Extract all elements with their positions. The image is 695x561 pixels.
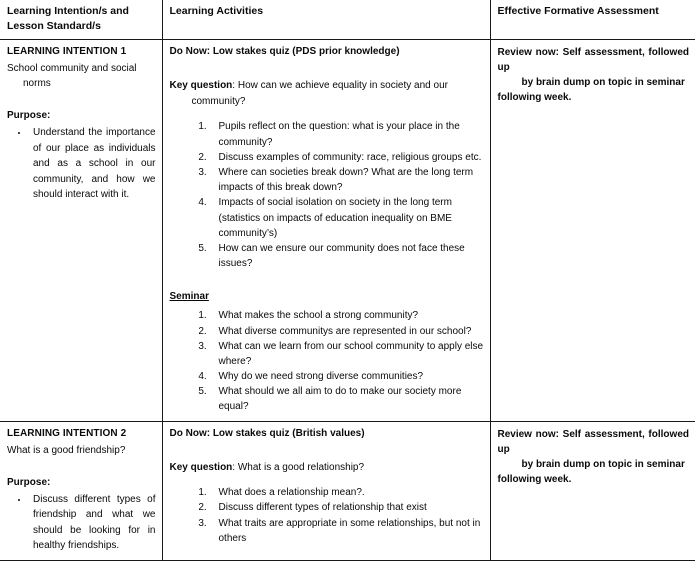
table-row [0,421,695,560]
list-item: 3. Where can societies break down? What are the long term impacts of this break down? [210,165,484,195]
list-item: 4. Why do we need strong diverse communities? [210,369,484,384]
key-question [170,78,484,109]
list-item: 3. What traits are appropriate in some relationships, but not in others [210,516,484,546]
key-question-label: Key question [169,461,233,473]
assessment-line2: by brain dump on topic in seminar [521,458,685,470]
key-question-label: Key question [169,80,233,92]
key-question-line2: community? [191,95,246,107]
key-question-line1: : How can we achieve equality in society and our [232,80,448,92]
key-question [170,460,484,476]
learning-intention-subtitle-line2: norms [23,78,51,90]
assessment-text [498,45,690,105]
cell-assessment-1 [490,40,695,421]
list-item: • Understand the importance of our place as individuals and as a school in our community, and how we should interact with it. [29,125,156,203]
list-item: 2. Discuss examples of community: race, religious groups etc. [210,150,484,165]
table-header-row [0,0,695,40]
learning-intention-title: LEARNING INTENTION 2 [7,427,127,439]
list-item: 5. How can we ensure our community does not face these issues? [210,241,484,271]
cell-learning-activities-2 [162,421,490,560]
assessment-text [498,427,690,487]
assessment-line1: Review now: Self assessment, followed up [497,47,689,74]
learning-intention-subtitle-line1: What is a good friendship? [7,444,126,456]
list-item: • Discuss different types of friendship and what we should be looking for in healthy friendships. [29,492,156,554]
column-header-effective-formative-assessment: Effective Formative Assessment [490,0,695,40]
column-header-learning-intention [0,0,162,40]
column-header-learning-activities: Learning Activities [162,0,490,40]
seminar-heading: Seminar [169,291,209,303]
cell-assessment-2 [490,421,695,560]
list-item: 2. What diverse communitys are represented in our school? [210,324,484,339]
list-item: 1. What makes the school a strong community? [210,308,484,323]
list-item: 1. Pupils reflect on the question: what is your place in the community? [210,119,484,149]
column-header-line1: Learning Intention/s and [7,5,129,17]
purpose-list [7,125,156,203]
column-header-line2: Lesson Standard/s [7,20,101,33]
list-item: 2. Discuss different types of relationship that exist [210,500,484,515]
main-activity-list [170,119,484,271]
cell-learning-activities-1 [162,40,490,421]
learning-intention-subtitle [7,443,156,458]
key-question-line1: : What is a good relationship? [232,461,365,473]
cell-learning-intention-1 [0,40,162,421]
purpose-list [7,492,156,554]
list-item: 1. What does a relationship mean?. [210,485,484,500]
do-now-heading: Do Now: Low stakes quiz (PDS prior knowledge) [169,46,400,58]
do-now-heading: Do Now: Low stakes quiz (British values) [169,427,365,439]
list-item: 4. Impacts of social isolation on society in the long term (statistics on impacts of education inequality on BME community’s) [210,195,484,241]
list-item: 3. What can we learn from our school community to apply else where? [210,339,484,369]
cell-learning-intention-2 [0,421,162,560]
assessment-line2: by brain dump on topic in seminar [521,77,685,89]
learning-intention-subtitle-line1: School community and social [7,63,137,75]
table-row [0,40,695,421]
assessment-line3: following week. [497,92,572,104]
purpose-label: Purpose: [7,110,51,122]
assessment-line1: Review now: Self assessment, followed up [497,428,689,455]
list-item: 5. What should we all aim to do to make our society more equal? [210,384,484,414]
learning-intention-subtitle [7,61,156,91]
learning-intention-title: LEARNING INTENTION 1 [7,46,127,58]
seminar-activity-list [170,308,484,414]
main-activity-list [170,485,484,546]
assessment-line3: following week. [497,473,572,485]
purpose-label: Purpose: [7,476,51,488]
